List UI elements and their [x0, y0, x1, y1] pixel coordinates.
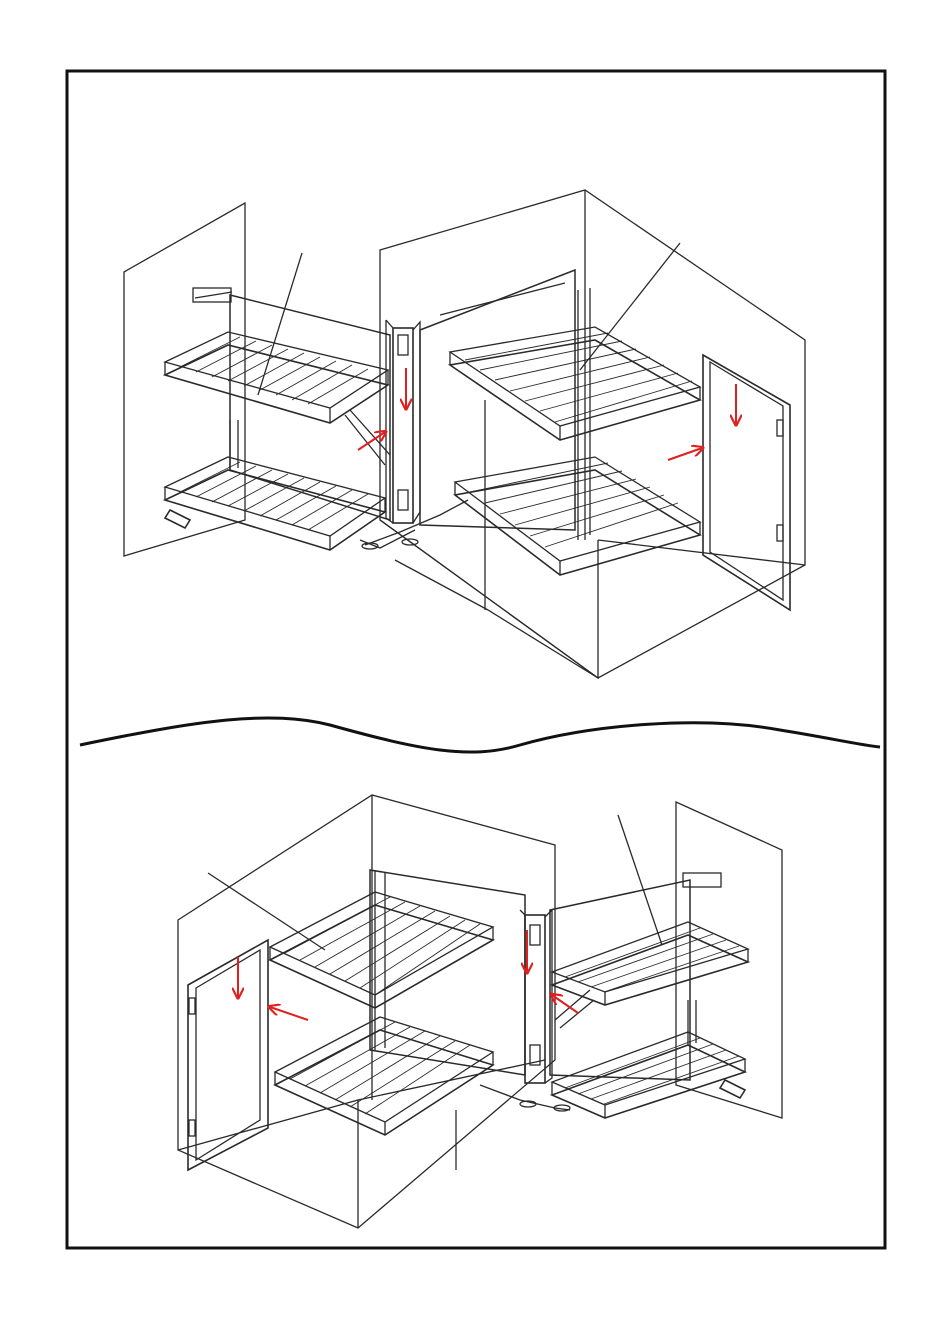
leader-line-left — [258, 253, 302, 395]
wire-grid-lower-inner — [290, 1022, 470, 1114]
page-frame — [67, 71, 885, 1248]
arrow-push-door-bottom — [270, 1007, 308, 1020]
leader-line-right — [580, 243, 680, 370]
top-panel — [124, 190, 805, 678]
side-wall-right — [676, 802, 782, 1118]
basket-left — [165, 288, 390, 550]
motion-arrows-bottom — [238, 930, 578, 1020]
wire-grid-lower-pull — [565, 1038, 739, 1104]
wire-grid-upper-left — [180, 337, 368, 404]
basket-right — [420, 270, 700, 575]
basket-pull-right — [550, 873, 748, 1118]
leader-line-bottom-right — [618, 815, 662, 945]
leader-line-bottom-left — [208, 873, 325, 950]
basket-inner-left — [270, 870, 525, 1135]
cabinet-body-bottom — [178, 795, 555, 1228]
door-right-top — [703, 355, 790, 610]
bottom-panel — [178, 795, 782, 1228]
cabinet-body — [380, 190, 805, 678]
arrow-push-door-top — [668, 448, 702, 460]
wave-divider — [80, 718, 880, 752]
corner-post-bottom — [480, 910, 594, 1111]
wire-grid-lower-right — [470, 463, 678, 547]
